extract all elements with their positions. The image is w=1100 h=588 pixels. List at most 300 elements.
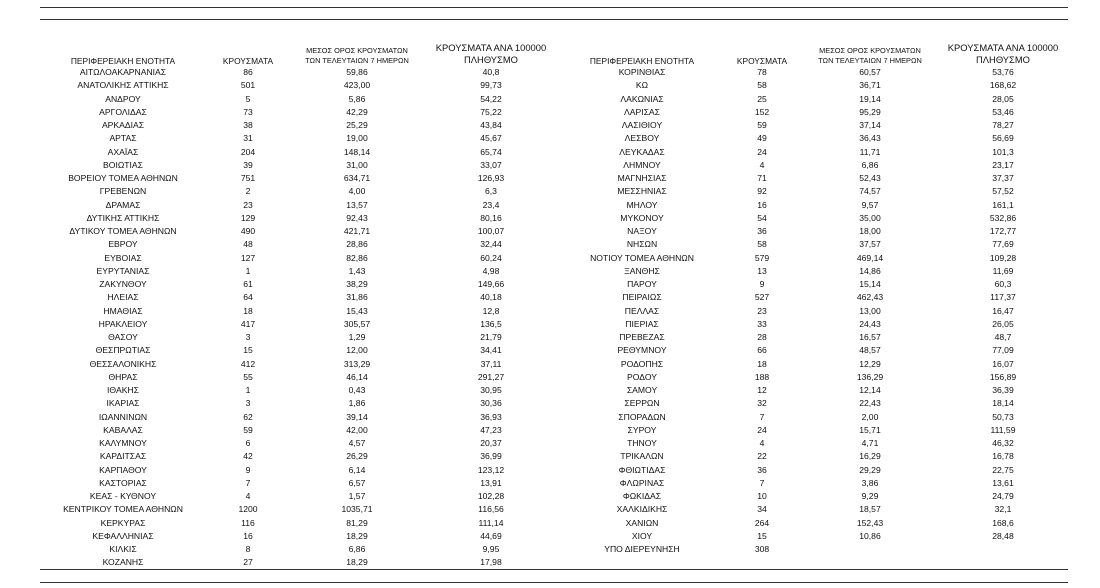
cell-avg-7-days: 13,00 xyxy=(859,305,881,316)
cell-region: ΣΥΡΟΥ xyxy=(627,424,657,435)
cell-avg-7-days: 6,14 xyxy=(348,464,366,475)
cases-table-right xyxy=(562,36,1068,556)
header-region: ΠΕΡΙΦΕΡΕΙΑΚΗ ΕΝΟΤΗΤΑ xyxy=(589,56,695,66)
cell-per-100000: 57,52 xyxy=(992,186,1014,197)
cell-cases: 490 xyxy=(240,226,256,236)
cell-cases: 49 xyxy=(757,133,767,144)
table-row xyxy=(40,371,558,384)
table-row xyxy=(562,344,1068,357)
table-row xyxy=(40,146,558,159)
cell-per-100000: 116,56 xyxy=(478,504,504,515)
cell-cases: 15 xyxy=(757,530,767,541)
cell-region: ΦΛΩΡΙΝΑΣ xyxy=(619,477,665,488)
cell-avg-7-days: 4,00 xyxy=(348,186,366,197)
table-row xyxy=(40,305,558,318)
cell-region: ΞΑΝΘΗΣ xyxy=(624,265,660,276)
cell-region: ΓΡΕΒΕΝΩΝ xyxy=(99,186,147,197)
cell-region: ΛΕΣΒΟΥ xyxy=(624,133,660,144)
cell-per-100000: 32,44 xyxy=(480,239,502,250)
cell-per-100000: 33,07 xyxy=(480,159,502,170)
cell-region: ΣΠΟΡΑΔΩΝ xyxy=(618,411,666,422)
table-row xyxy=(40,424,558,437)
cell-avg-7-days: 1,57 xyxy=(348,491,366,501)
table-row xyxy=(562,464,1068,477)
table-row xyxy=(40,252,558,265)
table-row xyxy=(40,278,558,291)
cell-avg-7-days: 36,71 xyxy=(859,80,881,91)
table-row xyxy=(562,132,1068,145)
cell-per-100000: 46,32 xyxy=(992,438,1014,448)
cell-cases: 7 xyxy=(759,411,765,422)
cell-region: ΚΑΒΑΛΑΣ xyxy=(103,424,143,435)
cell-avg-7-days: 37,14 xyxy=(859,120,881,130)
cell-region: ΛΑΡΙΣΑΣ xyxy=(624,106,660,117)
table-row xyxy=(40,265,558,278)
cell-avg-7-days: 6,57 xyxy=(348,477,366,488)
table-row xyxy=(40,159,558,172)
table-body-right xyxy=(562,66,1068,556)
table-row xyxy=(40,172,558,185)
cell-region: ΤΡΙΚΑΛΩΝ xyxy=(620,451,664,462)
cell-per-100000: 56,69 xyxy=(992,133,1014,144)
cell-cases: 86 xyxy=(243,67,253,77)
cell-region: ΠΕΙΡΑΙΩΣ xyxy=(622,292,662,303)
cell-cases: 308 xyxy=(754,544,770,554)
table-row xyxy=(562,517,1068,530)
cell-cases: 58 xyxy=(757,239,767,250)
cell-avg-7-days: 38,29 xyxy=(346,279,368,289)
table-row xyxy=(562,199,1068,212)
cell-region: ΕΒΡΟΥ xyxy=(108,239,138,250)
cell-per-100000: 28,48 xyxy=(992,530,1014,541)
cell-per-100000: 65,74 xyxy=(480,146,502,157)
header-cases-per-100000 xyxy=(938,36,1068,66)
cell-avg-7-days: 36,43 xyxy=(859,133,881,144)
cell-cases: 152 xyxy=(754,106,770,117)
cell-cases: 188 xyxy=(754,371,770,382)
table-row xyxy=(40,212,558,225)
table-row xyxy=(40,344,558,357)
cell-per-100000: 77,09 xyxy=(992,345,1014,356)
cell-per-100000: 168,6 xyxy=(992,517,1014,528)
cell-cases: 1 xyxy=(245,385,251,395)
table-row xyxy=(40,517,558,530)
cell-avg-7-days: 42,29 xyxy=(346,106,368,117)
cell-avg-7-days: 82,86 xyxy=(346,252,368,263)
cell-cases: 7 xyxy=(245,477,251,488)
cell-region: ΚΕΡΚΥΡΑΣ xyxy=(100,517,146,528)
table-row xyxy=(562,106,1068,119)
cell-cases: 23 xyxy=(757,305,767,316)
cell-per-100000: 34,41 xyxy=(480,345,502,356)
header-per-line2: ΠΛΗΘΥΣΜΟ xyxy=(464,54,518,65)
cell-cases: 42 xyxy=(243,451,253,462)
table-row xyxy=(562,265,1068,278)
cell-region: ΑΡΤΑΣ xyxy=(109,133,137,144)
table-row xyxy=(562,278,1068,291)
table-row xyxy=(40,358,558,371)
table-row xyxy=(562,212,1068,225)
table-row xyxy=(40,238,558,251)
cell-cases: 8 xyxy=(245,544,251,554)
cell-region: ΤΗΝΟΥ xyxy=(627,438,657,448)
cell-cases: 32 xyxy=(757,398,767,409)
cell-per-100000: 532,86 xyxy=(989,212,1017,223)
bottom-rule xyxy=(40,569,1068,570)
cell-region: ΘΕΣΠΡΩΤΙΑΣ xyxy=(95,345,151,356)
cell-avg-7-days: 22,43 xyxy=(859,398,881,409)
cell-per-100000: 43,84 xyxy=(480,120,502,130)
cell-region: ΘΑΣΟΥ xyxy=(108,332,138,342)
cell-avg-7-days: 12,14 xyxy=(859,385,881,395)
cell-region: ΚΑΣΤΟΡΙΑΣ xyxy=(99,477,147,488)
cell-cases: 78 xyxy=(757,67,767,77)
cell-avg-7-days: 469,14 xyxy=(856,252,884,263)
cell-per-100000: 23,4 xyxy=(482,199,500,210)
header-avg-7-days xyxy=(802,36,938,66)
table-row xyxy=(40,450,558,463)
cell-avg-7-days: 1,43 xyxy=(348,265,366,276)
cell-per-100000: 36,39 xyxy=(992,385,1014,395)
cell-region: ΦΘΙΩΤΙΔΑΣ xyxy=(618,464,666,475)
cell-region: ΚΕΑΣ - ΚΥΘΝΟΥ xyxy=(89,491,157,501)
cell-region: ΚΕΦΑΛΛΗΝΙΑΣ xyxy=(92,530,154,541)
cell-cases: 129 xyxy=(240,212,256,223)
cell-cases: 412 xyxy=(240,358,256,369)
cell-avg-7-days: 421,71 xyxy=(343,226,371,236)
cell-region: ΑΡΓΟΛΙΔΑΣ xyxy=(99,106,147,117)
cell-avg-7-days: 1,29 xyxy=(348,332,366,342)
cell-cases: 1 xyxy=(245,265,251,276)
cell-avg-7-days: 60,57 xyxy=(859,67,881,77)
cell-avg-7-days: 148,14 xyxy=(343,146,371,157)
cell-avg-7-days: 6,86 xyxy=(348,544,366,554)
cell-per-100000: 60,24 xyxy=(480,252,502,263)
table-row xyxy=(562,424,1068,437)
cell-avg-7-days: 35,00 xyxy=(859,212,881,223)
cell-cases: 24 xyxy=(757,146,767,157)
cell-cases: 33 xyxy=(757,318,767,329)
cell-region: ΠΑΡΟΥ xyxy=(627,279,657,289)
table-row xyxy=(40,397,558,410)
cell-cases: 61 xyxy=(243,279,253,289)
cell-cases: 4 xyxy=(759,159,765,170)
cell-cases: 9 xyxy=(245,464,251,475)
cell-per-100000: 32,1 xyxy=(994,504,1012,515)
cell-per-100000: 80,16 xyxy=(480,212,502,223)
cell-cases: 24 xyxy=(757,424,767,435)
cell-per-100000: 149,66 xyxy=(477,279,505,289)
cell-avg-7-days: 48,57 xyxy=(859,345,881,356)
cell-avg-7-days: 92,43 xyxy=(346,212,368,223)
table-row xyxy=(40,503,558,516)
cell-per-100000: 44,69 xyxy=(480,530,502,541)
cell-region: ΛΗΜΝΟΥ xyxy=(623,159,661,170)
cell-per-100000: 126,93 xyxy=(477,173,505,183)
cell-avg-7-days: 14,86 xyxy=(859,265,881,276)
cell-cases: 127 xyxy=(240,252,256,263)
cell-region: ΜΥΚΟΝΟΥ xyxy=(620,212,664,223)
table-row xyxy=(562,119,1068,132)
table-row xyxy=(562,252,1068,265)
cell-per-100000: 77,69 xyxy=(992,239,1014,250)
cell-avg-7-days: 19,14 xyxy=(859,93,881,104)
table-row xyxy=(562,450,1068,463)
cell-per-100000: 48,7 xyxy=(994,332,1012,342)
cell-cases: 31 xyxy=(243,133,253,144)
cell-cases: 34 xyxy=(757,504,767,515)
cell-cases: 10 xyxy=(757,491,767,501)
cell-region: ΠΡΕΒΕΖΑΣ xyxy=(619,332,665,342)
cell-per-100000: 99,73 xyxy=(480,80,502,91)
cell-avg-7-days: 37,57 xyxy=(859,239,881,250)
cell-region: ΕΥΒΟΙΑΣ xyxy=(104,252,142,263)
cell-avg-7-days: 31,86 xyxy=(346,292,368,303)
cell-cases: 9 xyxy=(759,279,765,289)
cell-cases: 25 xyxy=(757,93,767,104)
cell-per-100000: 30,95 xyxy=(480,385,502,395)
cell-avg-7-days: 4,71 xyxy=(861,438,879,448)
cell-region: ΧΙΟΥ xyxy=(631,530,653,541)
table-row xyxy=(562,437,1068,450)
table-row xyxy=(40,132,558,145)
table-row xyxy=(562,225,1068,238)
cell-region: ΚΟΡΙΝΘΙΑΣ xyxy=(618,67,666,77)
cell-per-100000: 37,11 xyxy=(480,358,502,369)
cell-per-100000: 16,47 xyxy=(992,305,1014,316)
table-row xyxy=(40,185,558,198)
cell-region: ΦΩΚΙΔΑΣ xyxy=(622,491,662,501)
cell-avg-7-days: 305,57 xyxy=(343,318,371,329)
cell-avg-7-days: 15,14 xyxy=(859,279,881,289)
cell-cases: 66 xyxy=(757,345,767,356)
table-row xyxy=(562,305,1068,318)
cell-per-100000: 23,17 xyxy=(992,159,1014,170)
cell-per-100000: 123,12 xyxy=(477,464,505,475)
cell-avg-7-days: 42,00 xyxy=(346,424,368,435)
cell-region: ΚΕΝΤΡΙΚΟΥ ΤΟΜΕΑ ΑΘΗΝΩΝ xyxy=(63,504,183,515)
header-avg-line2: ΤΩΝ ΤΕΛΕΥΤΑΙΩΝ 7 ΗΜΕΡΩΝ xyxy=(305,56,409,65)
cell-per-100000: 53,76 xyxy=(992,67,1014,77)
cell-cases: 36 xyxy=(757,464,767,475)
table-row xyxy=(562,185,1068,198)
cell-cases: 92 xyxy=(757,186,767,197)
cell-per-100000: 26,05 xyxy=(992,318,1014,329)
cell-cases: 751 xyxy=(240,173,256,183)
table-row xyxy=(562,146,1068,159)
cell-cases: 5 xyxy=(245,93,251,104)
cell-region: ΑΝΑΤΟΛΙΚΗΣ ΑΤΤΙΚΗΣ xyxy=(77,80,169,91)
cell-per-100000: 117,37 xyxy=(990,292,1016,303)
cell-region: ΠΙΕΡΙΑΣ xyxy=(625,318,659,329)
cell-avg-7-days: 16,29 xyxy=(859,451,881,462)
cell-avg-7-days: 12,29 xyxy=(859,358,881,369)
cell-per-100000: 9,95 xyxy=(482,544,500,554)
cell-region: ΡΕΘΥΜΝΟΥ xyxy=(617,345,667,356)
cell-cases: 579 xyxy=(754,252,770,263)
cell-per-100000: 75,22 xyxy=(480,106,502,117)
cell-cases: 38 xyxy=(243,120,253,130)
cell-cases: 264 xyxy=(754,517,770,528)
cell-cases: 39 xyxy=(243,159,253,170)
cell-region: ΗΡΑΚΛΕΙΟΥ xyxy=(98,318,148,329)
cell-region: ΧΑΝΙΩΝ xyxy=(625,517,659,528)
cell-region: ΔΥΤΙΚΟΥ ΤΟΜΕΑ ΑΘΗΝΩΝ xyxy=(69,226,177,236)
cell-cases: 28 xyxy=(757,332,767,342)
cell-per-100000: 37,37 xyxy=(992,173,1014,183)
cell-cases: 54 xyxy=(757,212,767,223)
cell-per-100000: 40,8 xyxy=(482,67,500,77)
left-table-block xyxy=(40,36,558,570)
cell-cases: 23 xyxy=(243,199,253,210)
table-row xyxy=(40,411,558,424)
cell-per-100000: 21,79 xyxy=(480,332,502,342)
cell-region: ΡΟΔΟΠΗΣ xyxy=(620,358,664,369)
cell-avg-7-days: 24,43 xyxy=(859,318,881,329)
table-row xyxy=(562,93,1068,106)
table-row xyxy=(40,119,558,132)
cell-cases: 15 xyxy=(243,345,253,356)
cell-region: ΛΑΚΩΝΙΑΣ xyxy=(620,93,664,104)
cell-region: ΒΟΡΕΙΟΥ ΤΟΜΕΑ ΑΘΗΝΩΝ xyxy=(68,173,178,183)
header-per-line2: ΠΛΗΘΥΣΜΟ xyxy=(976,54,1030,65)
cell-region: ΘΕΣΣΑΛΟΝΙΚΗΣ xyxy=(89,358,157,369)
cell-per-100000: 156,89 xyxy=(989,371,1017,382)
header-cases: ΚΡΟΥΣΜΑΤΑ xyxy=(222,56,274,66)
cell-per-100000: 4,98 xyxy=(482,265,500,276)
top-rule-second xyxy=(40,19,1068,20)
cell-avg-7-days: 16,57 xyxy=(859,332,881,342)
table-body-left xyxy=(40,66,558,570)
cell-per-100000: 111,14 xyxy=(478,517,504,528)
cell-cases: 18 xyxy=(243,305,253,316)
cell-per-100000: 78,27 xyxy=(992,120,1014,130)
table-row xyxy=(40,530,558,543)
cell-avg-7-days: 12,00 xyxy=(346,345,368,356)
table-row xyxy=(562,331,1068,344)
cell-per-100000: 102,28 xyxy=(477,491,505,501)
table-row xyxy=(40,93,558,106)
cell-region: ΚΩ xyxy=(635,80,649,91)
cell-region: ΚΙΛΚΙΣ xyxy=(109,544,137,554)
table-row xyxy=(40,106,558,119)
cell-region: ΜΑΓΝΗΣΙΑΣ xyxy=(617,173,667,183)
cell-cases: 59 xyxy=(243,424,253,435)
table-row xyxy=(562,411,1068,424)
right-table-block xyxy=(562,36,1068,556)
cell-avg-7-days: 1035,71 xyxy=(341,504,373,515)
table-row xyxy=(562,384,1068,397)
cell-region: ΕΥΡΥΤΑΝΙΑΣ xyxy=(96,265,150,276)
cell-per-100000: 24,79 xyxy=(992,491,1014,501)
cell-region: ΒΟΙΩΤΙΑΣ xyxy=(103,159,143,170)
cell-region: ΣΑΜΟΥ xyxy=(626,385,658,395)
cell-per-100000: 18,14 xyxy=(992,398,1014,409)
cell-avg-7-days: 3,86 xyxy=(861,477,879,488)
table-row xyxy=(562,397,1068,410)
header-per-line1: ΚΡΟΥΣΜΑΤΑ ΑΝΑ 100000 xyxy=(435,42,547,53)
table-row xyxy=(40,199,558,212)
cell-cases: 16 xyxy=(757,199,767,210)
cell-per-100000: 22,75 xyxy=(992,464,1014,475)
top-rule xyxy=(40,7,1068,8)
cell-avg-7-days: 18,00 xyxy=(859,226,881,236)
cell-avg-7-days: 6,86 xyxy=(861,159,879,170)
cell-avg-7-days: 1,86 xyxy=(348,398,366,409)
cell-avg-7-days: 18,29 xyxy=(346,557,368,568)
table-row xyxy=(562,172,1068,185)
cell-cases: 36 xyxy=(757,226,767,236)
cell-region: ΚΑΛΥΜΝΟΥ xyxy=(99,438,147,448)
cell-per-100000: 36,99 xyxy=(480,451,502,462)
cell-avg-7-days: 2,00 xyxy=(861,411,879,422)
table-row xyxy=(562,543,1068,556)
table-row xyxy=(40,291,558,304)
cell-per-100000: 161,1 xyxy=(992,199,1014,210)
cell-cases: 59 xyxy=(757,120,767,130)
cell-region: ΣΕΡΡΩΝ xyxy=(624,398,660,409)
cell-avg-7-days: 18,57 xyxy=(859,504,881,515)
cell-avg-7-days: 11,71 xyxy=(859,146,881,157)
cell-per-100000: 20,37 xyxy=(480,438,502,448)
table-row xyxy=(40,79,558,92)
cell-cases: 73 xyxy=(243,106,253,117)
table-row xyxy=(40,66,558,79)
cell-region: ΛΕΥΚΑΔΑΣ xyxy=(619,146,665,157)
cell-region: ΛΑΣΙΘΙΟΥ xyxy=(621,120,663,130)
cell-avg-7-days: 5,86 xyxy=(348,93,366,104)
table-row xyxy=(562,477,1068,490)
cell-avg-7-days: 9,29 xyxy=(861,491,879,501)
table-row xyxy=(40,225,558,238)
cell-region: ΚΑΡΔΙΤΣΑΣ xyxy=(99,451,147,462)
table-header-row xyxy=(562,36,1068,66)
cell-avg-7-days: 39,14 xyxy=(346,411,368,422)
cell-cases: 27 xyxy=(243,557,253,568)
cell-region: ΝΟΤΙΟΥ ΤΟΜΕΑ ΑΘΗΝΩΝ xyxy=(590,252,694,263)
cell-avg-7-days: 15,43 xyxy=(346,305,368,316)
cell-avg-7-days xyxy=(802,543,938,556)
header-region: ΠΕΡΙΦΕΡΕΙΑΚΗ ΕΝΟΤΗΤΑ xyxy=(70,56,176,66)
cell-per-100000: 13,91 xyxy=(480,477,502,488)
cell-cases: 3 xyxy=(245,332,251,342)
cell-avg-7-days: 81,29 xyxy=(346,517,368,528)
table-row xyxy=(40,477,558,490)
cell-avg-7-days: 28,86 xyxy=(346,239,368,250)
cell-cases: 6 xyxy=(245,438,251,448)
cell-region: ΙΩΑΝΝΙΝΩΝ xyxy=(98,411,148,422)
table-row xyxy=(562,238,1068,251)
cell-avg-7-days: 0,43 xyxy=(348,385,366,395)
cell-cases: 48 xyxy=(243,239,253,250)
cell-cases: 16 xyxy=(243,530,253,541)
header-avg-line2: ΤΩΝ ΤΕΛΕΥΤΑΙΩΝ 7 ΗΜΕΡΩΝ xyxy=(818,56,922,65)
cell-avg-7-days: 634,71 xyxy=(343,173,371,183)
cell-cases: 4 xyxy=(759,438,765,448)
table-row xyxy=(40,556,558,569)
cell-region: ΝΗΣΩΝ xyxy=(626,239,658,250)
cell-avg-7-days: 313,29 xyxy=(343,358,371,369)
cell-region: ΙΘΑΚΗΣ xyxy=(107,385,139,395)
cell-per-100000: 12,8 xyxy=(482,305,500,316)
cases-table-left xyxy=(40,36,558,570)
cell-avg-7-days: 10,86 xyxy=(859,530,881,541)
table-row xyxy=(40,490,558,503)
cell-region: ΜΕΣΣΗΝΙΑΣ xyxy=(617,186,667,197)
cell-avg-7-days: 9,57 xyxy=(861,199,879,210)
cell-per-100000: 40,18 xyxy=(480,292,502,303)
cell-region: ΑΙΤΩΛΟΑΚΑΡΝΑΝΙΑΣ xyxy=(79,67,167,77)
